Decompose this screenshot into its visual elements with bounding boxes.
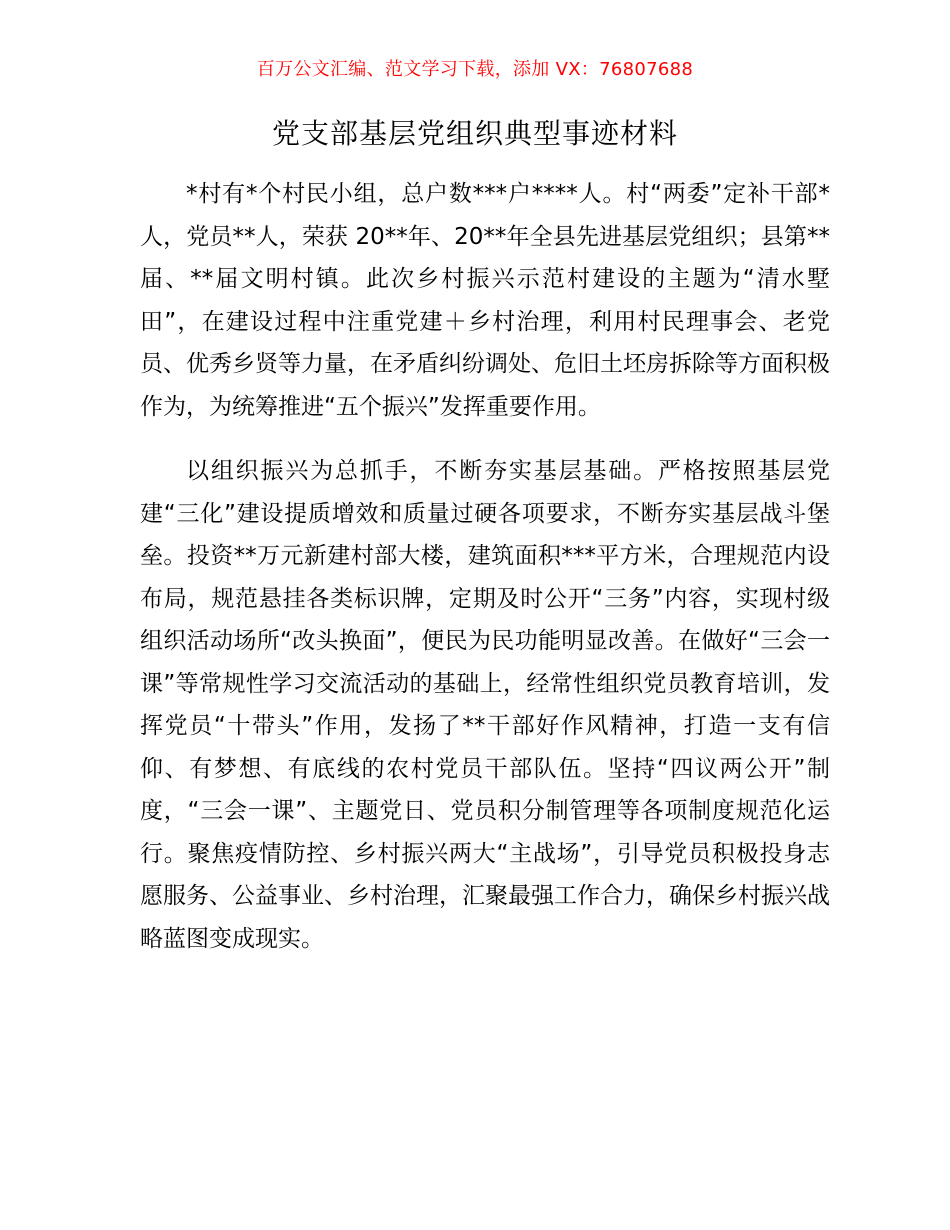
paragraph-1: *村有*个村民小组，总户数***户****人。村“两委”定补干部*人，党员**人，荣获 20**年、20**年全县先进基层党组织；县第**届、**届文明村镇。此次乡村振兴示范村建设的主题为“清水墅田”，在建设过程中注重党建＋乡村治理，利用村民理事会、老党员、优秀乡贤等力量，在矛盾纠纷调处、危旧土坯房拆除等方面积极作为，为统筹推进“五个振兴”发挥重要作用。 xyxy=(140,181,830,420)
document-body xyxy=(140,173,830,960)
paragraph-2: 以组织振兴为总抓手，不断夯实基层基础。严格按照基层党建“三化”建设提质增效和质量过硬各项要求，不断夯实基层战斗堡垒。投资**万元新建村部大楼，建筑面积***平方米，合理规范内设布局，规范悬挂各类标识牌，定期及时公开“三务”内容，实现村级组织活动场所“改头换面”，便民为民功能明显改善。在做好“三会一课”等常规性学习交流活动的基础上，经常性组织党员教育培训，发挥党员“十带头”作用，发扬了**干部好作风精神，打造一支有信仰、有梦想、有底线的农村党员干部队伍。坚持“四议两公开”制度，“三会一课”、主题党日、党员积分制管理等各项制度规范化运行。聚焦疫情防控、乡村振兴两大“主战场”，引导党员积极投身志愿服务、公益事业、乡村治理，汇聚最强工作合力，确保乡村振兴战略蓝图变成现实。 xyxy=(140,458,830,952)
header-banner: 百万公文汇编、范文学习下载，添加 VX：76807688 xyxy=(256,59,694,80)
page-title: 党支部基层党组织典型事迹材料 xyxy=(271,117,678,150)
